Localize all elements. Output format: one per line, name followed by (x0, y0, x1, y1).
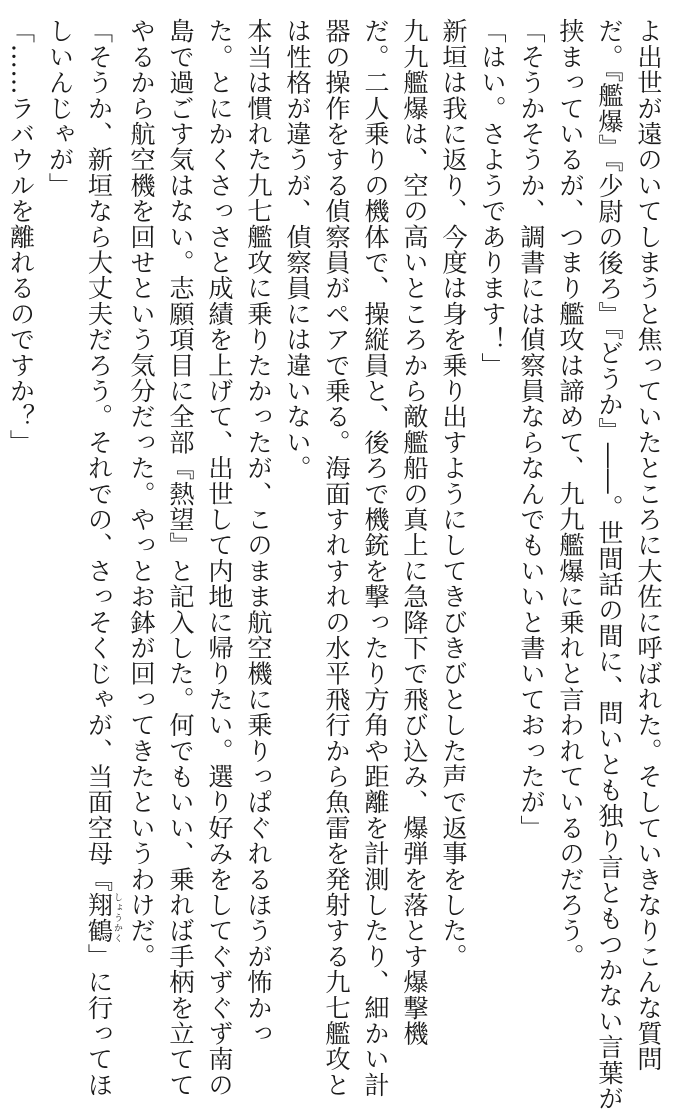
text-line: た。とにかくさっさと成績を上げて、出世して内地に帰りたい。選り好みをしてぐずぐず南の (205, 18, 234, 1098)
text-line: は性格が違うが、偵察員には違いない。 (283, 18, 312, 481)
text-line: 「はい。さようであります！」 (478, 18, 507, 378)
ruby-base: 翔鶴 (84, 891, 114, 944)
ruby-word (84, 891, 122, 944)
text-segment: 「そうか、新垣なら大丈夫だろう。それでの、さっそくじゃが、当面空母『 (84, 18, 114, 892)
text-line: だ。二人乗りの機体で、操縦員と、後ろで機銃を撃ったり方角や距離を計測したり、細かい計 (361, 18, 390, 1098)
text-line: やるから航空機を回せという気分だった。やっとお鉢が回ってきたというわけだ。 (127, 18, 156, 969)
text-line: よ出世が遠のいてしまうと焦っていたところに大佐に呼ばれた。そしていきなりこんな質問 (634, 18, 663, 1072)
text-line: 新垣は我に返り、今度は身を乗り出すようにしてきびきびとした声で返事をした。 (439, 18, 468, 969)
ruby-reading: しょうかく (112, 891, 122, 944)
text-segment: 」に行ってほ (84, 943, 114, 1098)
text-line: 「そうかそうか、調書には偵察員ならなんでもいいと書いておったが」 (517, 18, 546, 841)
text-line: 島で過ごす気はない。志願項目に全部『熱望』と記入した。何でもいい、乗れば手柄を立てて (166, 18, 195, 1098)
text-line (80, 18, 123, 1098)
text-line: 本当は慣れた九七艦攻に乗りたかったが、このまま航空機に乗りっぱぐれるほうが怖かっ (244, 18, 273, 1046)
text-line: 「……ラバウルを離れるのですか？」 (6, 18, 36, 455)
vertical-text-body (2, 18, 669, 1111)
text-line: 九九艦爆は、空の高いところから敵艦船の真上に急降下で飛び込み、爆弾を落とす爆撃機 (400, 18, 429, 1046)
text-line: だ。『艦爆』『少尉の後ろ』『どうか』――。世間話の間に、問いとも独り言ともつかない言葉が (595, 18, 624, 1111)
text-line: 器の操作をする偵察員がペアで乗る。海面すれすれの水平飛行から魚雷を発射する九七艦攻と (322, 18, 351, 1098)
text-line: しいんじゃが」 (45, 18, 75, 198)
text-line: 挟まっているが、つまり艦攻は諦めて、九九艦爆に乗れと言われているのだろう。 (556, 18, 585, 969)
